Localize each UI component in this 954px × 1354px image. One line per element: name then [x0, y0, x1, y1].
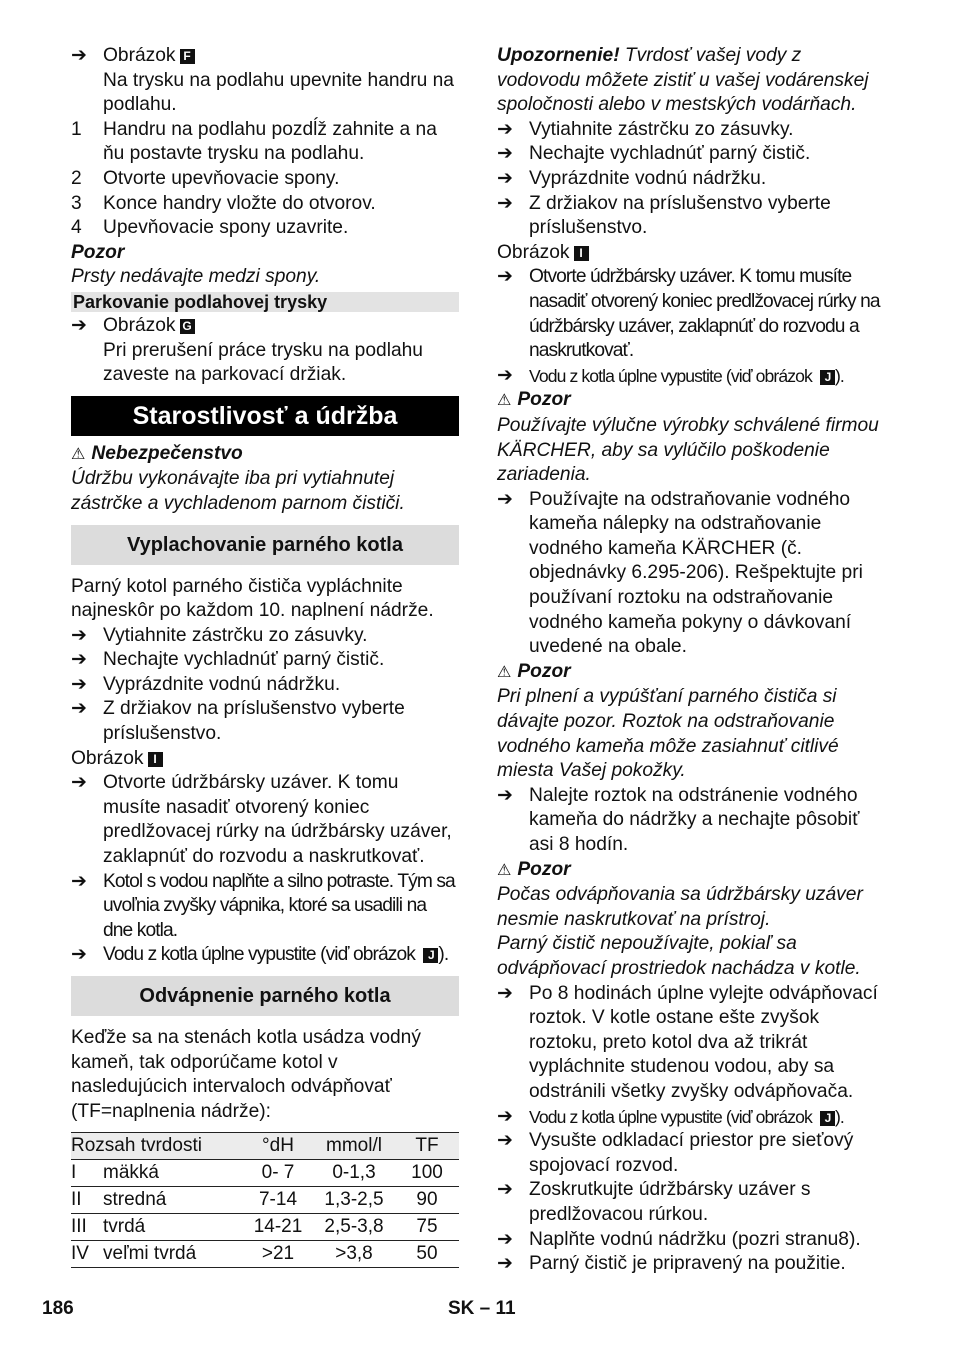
arrow-icon: ➔: [497, 784, 514, 806]
table-cell: 7-14: [243, 1187, 313, 1214]
bullet-item: ➔ Otvorte údržbársky uzáver. K tomu musíte nasadiť otvorený koniec predlžovacej rúrky na údržbársky uzáver, zaklapnúť do rozvodu a naskrutkovať.: [71, 771, 459, 869]
table-cell: >3,8: [313, 1241, 395, 1268]
figure-badge: F: [180, 49, 195, 64]
step-item: 1 Handru na podlahu pozdĺž zahnite a na ňu postavte trysku na podlahu.: [71, 118, 437, 165]
caution-label: ⚠ Pozor: [497, 389, 571, 411]
arrow-icon: ➔: [497, 1228, 514, 1250]
table-header: °dH: [243, 1133, 313, 1160]
table-header: mmol/l: [313, 1133, 395, 1160]
table-header: TF: [395, 1133, 459, 1160]
table-cell: 100: [395, 1160, 459, 1187]
table-cell: 2,5-3,8: [313, 1214, 395, 1241]
bullet-item: ➔ Parný čistič je pripravený na použitie.: [497, 1252, 889, 1277]
table-cell: mäkká: [103, 1160, 243, 1187]
bullet-item: ➔ Vodu z kotla úplne vypustite (viď obrázok J ).: [497, 1105, 889, 1130]
table-cell: >21: [243, 1241, 313, 1268]
caution-label: Pozor: [71, 241, 125, 263]
arrow-icon: ➔: [71, 649, 88, 671]
left-column: [71, 44, 459, 1268]
warning-icon: ⚠: [497, 861, 512, 879]
arrow-icon: ➔: [71, 870, 88, 892]
right-column: [497, 44, 889, 1277]
table-row: [71, 1214, 459, 1241]
bullet-item: ➔ Vysušte odkladací priestor pre sieťový spojovací rozvod.: [497, 1129, 889, 1178]
arrow-icon: ➔: [497, 1179, 514, 1201]
bullet-item: ➔ Zoskrutkujte údržbársky uzáver s predlžovacou rúrkou.: [497, 1178, 889, 1227]
warning-icon: ⚠: [497, 392, 512, 410]
step-item: 2 Otvorte upevňovacie spony.: [71, 167, 340, 189]
table-row: [71, 1160, 459, 1187]
figure-badge: I: [574, 246, 589, 261]
caution-text: Pri plnení a vypúšťaní parného čističa si dávajte pozor. Roztok na odstraňovanie vodného kameňa môže zasiahnuť citlivé miesta Vašej pokožky.: [497, 686, 839, 782]
step-item: 4 Upevňovacie spony uzavrite.: [71, 217, 349, 239]
arrow-icon: ➔: [71, 624, 88, 646]
note-paragraph: Upozornenie! Tvrdosť vašej vody z vodovodu môžete zistiť u vašej vodárenskej spoločnosti alebo v mestských vodárňach.: [497, 45, 869, 116]
figure-ref: Obrázok I: [71, 747, 459, 772]
bullet-item: ➔ Vyprázdnite vodnú nádržku.: [71, 673, 459, 698]
arrow-icon: ➔: [497, 364, 514, 386]
arrow-icon: ➔: [497, 488, 514, 510]
bullet-item: ➔ Vodu z kotla úplne vypustite (viď obrázok J ).: [497, 364, 889, 389]
bullet-item: ➔ Z držiakov na príslušenstvo vyberte príslušenstvo.: [71, 697, 459, 746]
table-cell: II: [71, 1187, 103, 1214]
warning-icon: ⚠: [497, 663, 512, 681]
arrow-icon: ➔: [497, 982, 514, 1004]
table-cell: IV: [71, 1241, 103, 1268]
bullet-item: ➔ Obrázok F: [71, 44, 459, 69]
figure-badge: J: [423, 948, 438, 963]
arrow-icon: ➔: [71, 772, 88, 794]
arrow-icon: ➔: [497, 143, 514, 165]
section-title: Starostlivosť a údržba: [71, 396, 459, 436]
figure-badge: I: [148, 752, 163, 767]
table-cell: 14-21: [243, 1214, 313, 1241]
figure-ref: Obrázok I: [497, 241, 889, 266]
table-header: Rozsah tvrdosti: [71, 1133, 243, 1160]
arrow-icon: ➔: [497, 266, 514, 288]
bullet-item: ➔ Vodu z kotla úplne vypustite (viď obrázok J ).: [71, 943, 459, 968]
caution-text: Používajte výlučne výrobky schválené firmou KÄRCHER, aby sa vylúčilo poškodenie zariadenia.: [497, 414, 879, 486]
table-cell: 1,3-2,5: [313, 1187, 395, 1214]
hardness-table: [71, 1132, 459, 1268]
bullet-item: ➔ Otvorte údržbársky uzáver. K tomu musíte nasadiť otvorený koniec predlžovacej rúrky na údržbársky uzáver, zaklapnúť do rozvodu a naskrutkovať.: [497, 265, 889, 363]
arrow-icon: ➔: [71, 45, 88, 66]
bullet-item: ➔ Vytiahnite zástrčku zo zásuvky.: [71, 624, 459, 649]
table-cell: III: [71, 1214, 103, 1241]
bullet-item: ➔ Po 8 hodinách úplne vylejte odvápňovací roztok. V kotle ostane ešte zvyšok roztoku, preto kotol dva až trikrát vypláchnite studenou vodou, aby sa odstránili všetky zvyšky odvápňovača.: [497, 982, 889, 1105]
warning-icon: ⚠: [71, 445, 86, 463]
arrow-icon: ➔: [71, 698, 88, 720]
paragraph: Na trysku na podlahu upevnite handru na podlahu.: [103, 69, 454, 116]
table-header-row: [71, 1133, 459, 1160]
bullet-item: ➔ Naplňte vodnú nádržku (pozri stranu8).: [497, 1228, 889, 1253]
table-cell: 90: [395, 1187, 459, 1214]
table-row: [71, 1241, 459, 1268]
paragraph: Keďže sa na stenách kotla usádza vodný kameň, tak odporúčame kotol v nasledujúcich intervaloch odvápňovať (TF=naplnenia nádrže):: [71, 1027, 421, 1122]
figure-badge: J: [820, 370, 835, 385]
caution-text: Parný čistič nepoužívajte, pokiaľ sa odvápňovací prostriedok nachádza v kotle.: [497, 933, 861, 979]
arrow-icon: ➔: [497, 192, 514, 214]
subsection-heading: Vyplachovanie parného kotla: [71, 525, 459, 565]
step-item: 3 Konce handry vložte do otvorov.: [71, 192, 376, 214]
bullet-item: ➔ Vytiahnite zástrčku zo zásuvky.: [497, 118, 889, 143]
arrow-icon: ➔: [497, 1130, 514, 1152]
arrow-icon: ➔: [497, 1105, 514, 1127]
arrow-icon: ➔: [71, 673, 88, 695]
bullet-item: ➔ Obrázok G: [71, 314, 459, 339]
bullet-item: ➔ Nalejte roztok na odstránenie vodného kameňa do nádržky a nechajte pôsobiť asi 8 hodín.: [497, 784, 889, 858]
caution-label: ⚠ Pozor: [497, 858, 571, 880]
arrow-icon: ➔: [497, 1253, 514, 1275]
note-label: Upozornenie!: [497, 45, 620, 66]
caution-text: Počas odvápňovania sa údržbársky uzáver nesmie naskrutkovať na prístroj.: [497, 884, 863, 930]
bullet-item: ➔ Z držiakov na príslušenstvo vyberte príslušenstvo.: [497, 192, 889, 241]
arrow-icon: ➔: [71, 314, 88, 336]
bullet-item: ➔ Nechajte vychladnúť parný čistič.: [497, 142, 889, 167]
bullet-item: ➔ Používajte na odstraňovanie vodného kameňa nálepky na odstraňovanie vodného kameňa KÄRCHER (č. objednávky 6.295-206). Rešpektujte pri používaní roztoku na odstraňovanie vodného kameňa pokyny o dávkovaní uvedené na obale.: [497, 488, 889, 660]
section-label: SK – 11: [448, 1298, 516, 1319]
paragraph: Parný kotol parného čističa vypláchnite najneskôr po každom 10. naplnení nádrže.: [71, 575, 434, 622]
arrow-icon: ➔: [497, 167, 514, 189]
arrow-icon: ➔: [497, 118, 514, 140]
caution-text: Prsty nedávajte medzi spony.: [71, 266, 321, 288]
table-row: [71, 1187, 459, 1214]
figure-badge: J: [820, 1111, 835, 1126]
table-cell: 50: [395, 1241, 459, 1268]
paragraph: Pri prerušení práce trysku na podlahu zaveste na parkovací držiak.: [103, 339, 423, 386]
bullet-item: ➔ Vyprázdnite vodnú nádržku.: [497, 167, 889, 192]
figure-badge: G: [180, 319, 195, 334]
table-cell: 0- 7: [243, 1160, 313, 1187]
bullet-item: ➔ Kotol s vodou naplňte a silno potraste. Tým sa uvoľnia zvyšky vápnika, ktoré sa usadili na dne kotla.: [71, 870, 459, 944]
danger-label: ⚠ Nebezpečenstvo: [71, 442, 243, 464]
arrow-icon: ➔: [71, 944, 88, 966]
caution-label: ⚠ Pozor: [497, 660, 571, 682]
table-cell: veľmi tvrdá: [103, 1241, 243, 1268]
table-cell: 75: [395, 1214, 459, 1241]
table-cell: tvrdá: [103, 1214, 243, 1241]
danger-text: Údržbu vykonávajte iba pri vytiahnutej zástrčke a vychladenom parnom čističi.: [71, 468, 405, 514]
page-number: 186: [42, 1298, 74, 1319]
subsection-heading: Odvápnenie parného kotla: [71, 976, 459, 1016]
table-cell: 0-1,3: [313, 1160, 395, 1187]
bullet-item: ➔ Nechajte vychladnúť parný čistič.: [71, 648, 459, 673]
table-cell: stredná: [103, 1187, 243, 1214]
table-cell: I: [71, 1160, 103, 1187]
subsection-heading: Parkovanie podlahovej trysky: [71, 292, 459, 312]
